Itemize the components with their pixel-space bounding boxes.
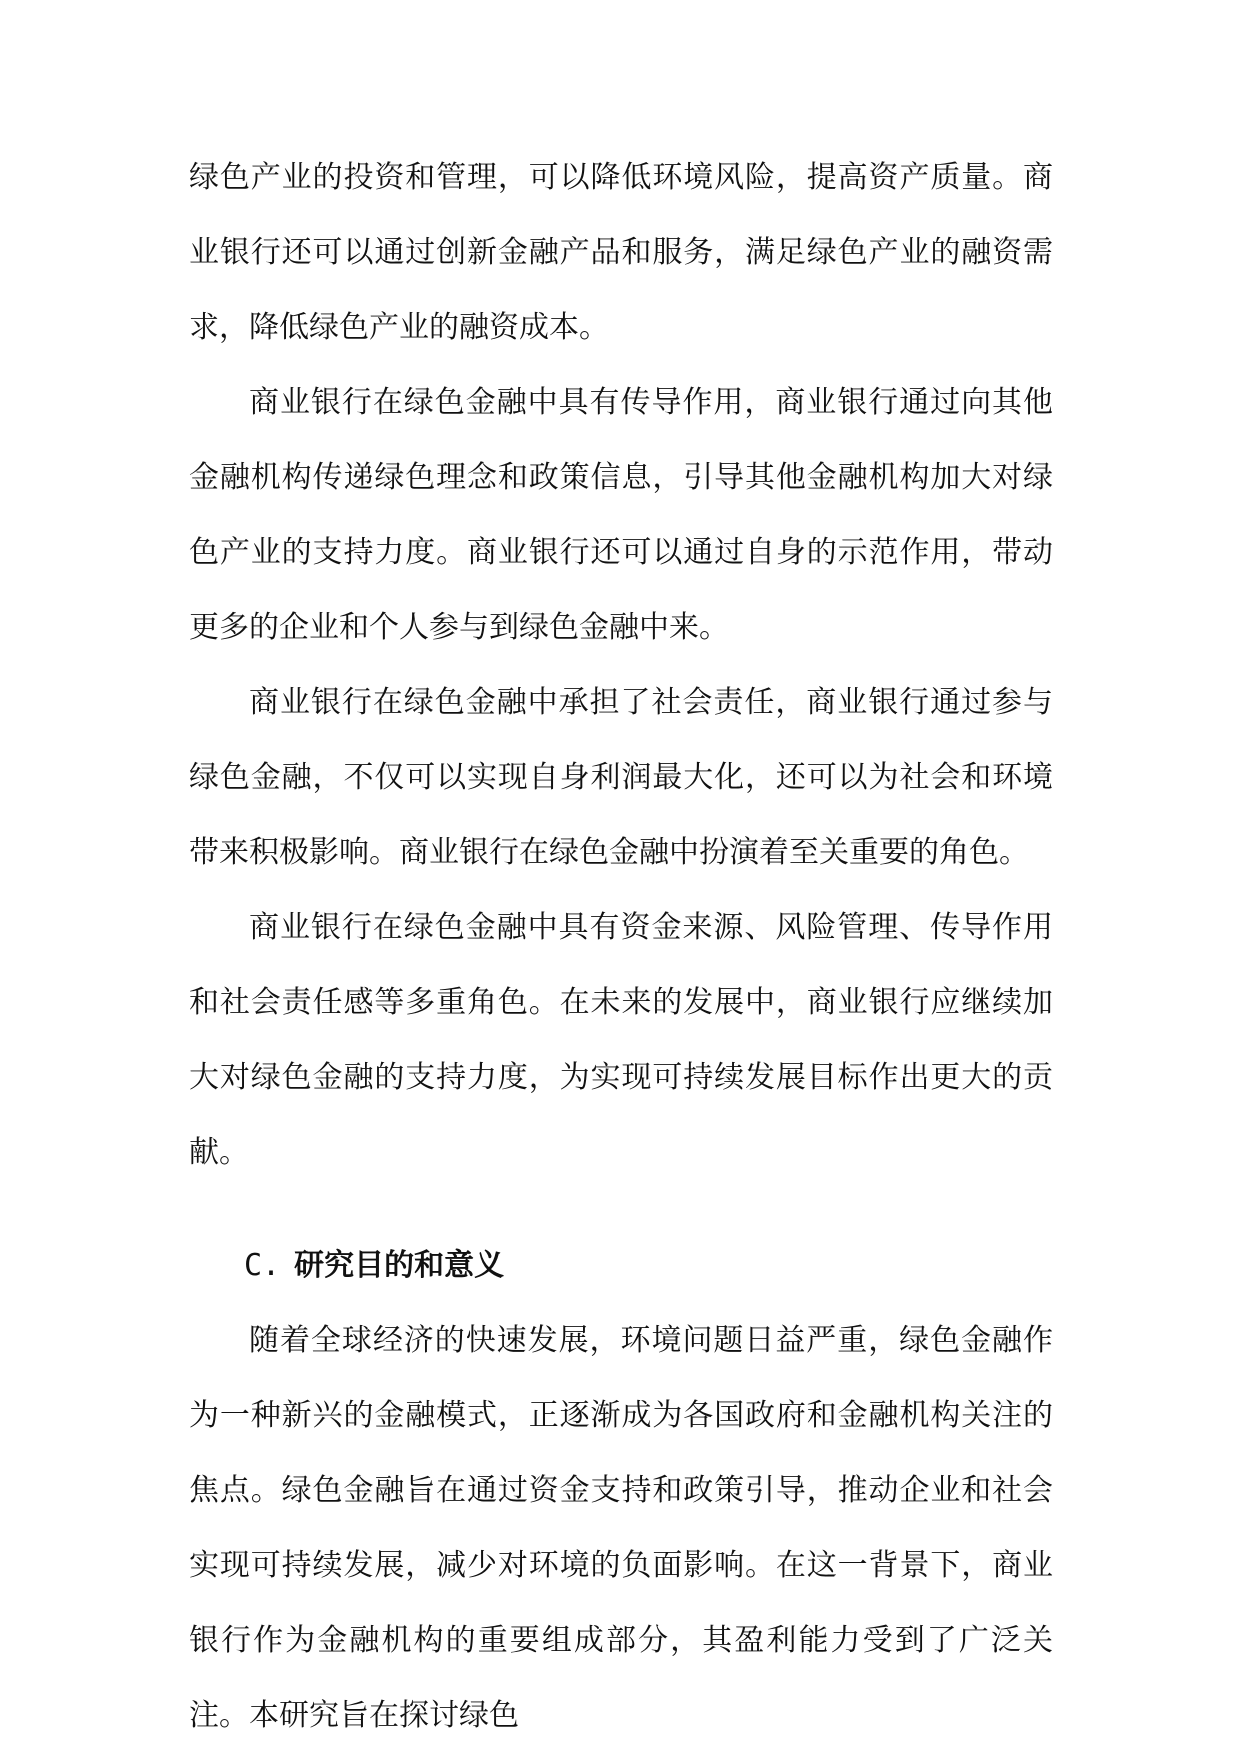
paragraph-social-responsibility: 商业银行在绿色金融中承担了社会责任，商业银行通过参与绿色金融，不仅可以实现自身利润最大化，还可以为社会和环境带来积极影响。商业银行在绿色金融中扮演着至关重要的角色。 — [189, 685, 1053, 870]
section-heading — [189, 1228, 1053, 1303]
section-title: 研究目的和意义 — [294, 1248, 505, 1283]
paragraph-research-purpose: 随着全球经济的快速发展，环境问题日益严重，绿色金融作为一种新兴的金融模式，正逐渐成为各国政府和金融机构关注的焦点。绿色金融旨在通过资金支持和政策引导，推动企业和社会实现可持续发展，减少对环境的负面影响。在这一背景下，商业银行作为金融机构的重要组成部分，其盈利能力受到了广泛关注。本研究旨在探讨绿色 — [189, 1323, 1053, 1733]
paragraph-transmission-role: 商业银行在绿色金融中具有传导作用，商业银行通过向其他金融机构传递绿色理念和政策信息，引导其他金融机构加大对绿色产业的支持力度。商业银行还可以通过自身的示范作用，带动更多的企业和个人参与到绿色金融中来。 — [189, 385, 1053, 645]
section-number: C. — [244, 1248, 281, 1283]
document-body — [189, 140, 1053, 1753]
paragraph-multiple-roles: 商业银行在绿色金融中具有资金来源、风险管理、传导作用和社会责任感等多重角色。在未来的发展中，商业银行应继续加大对绿色金融的支持力度，为实现可持续发展目标作出更大的贡献。 — [189, 910, 1053, 1170]
paragraph-green-industry-investment: 绿色产业的投资和管理，可以降低环境风险，提高资产质量。商业银行还可以通过创新金融产品和服务，满足绿色产业的融资需求，降低绿色产业的融资成本。 — [189, 160, 1053, 345]
